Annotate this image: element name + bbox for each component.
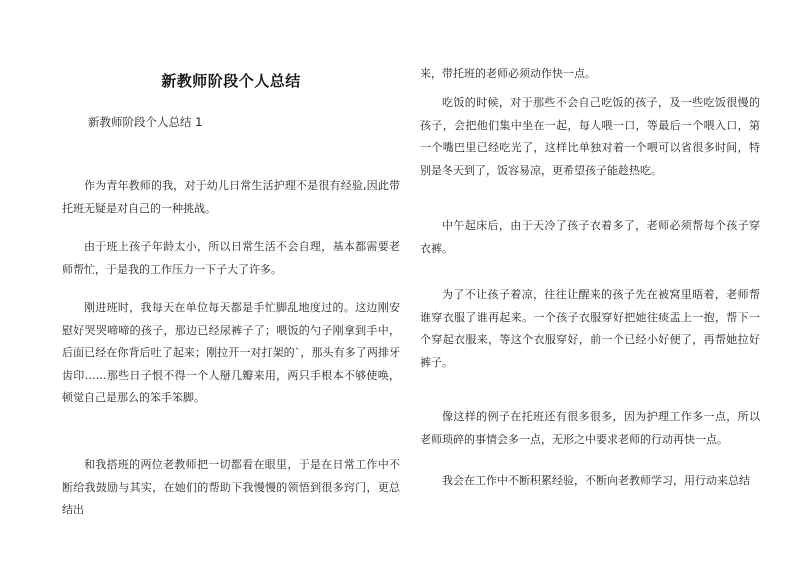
paragraph: 吃饭的时候，对于那些不会自己吃饭的孩子，及一些吃饭很慢的孩子，会把他们集中坐在一起，每人喂一口，等最后一个喂入口，第一个嘴巴里已经吃光了，这样比单独对着一个喂可以省很多时间，特别是冬天到了，饭容易凉，更希望孩子能趁热吃。 <box>420 96 760 177</box>
paragraph: 为了不让孩子着凉，往往让醒来的孩子先在被窝里晤着，老师帮谁穿衣服了谁再起来。一个孩子衣服穿好把她往痰盂上一抱，帮下一个穿起衣服来，等这个衣服穿好，前一个已经小好便了，再帮她拉好裤子。 <box>420 288 760 369</box>
document-subtitle: 新教师阶段个人总结 1 <box>88 115 203 129</box>
paragraph: 像这样的例子在托班还有很多很多，因为护理工作多一点，所以老师琐碎的事情会多一点，无形之中要求老师的行动再快一点。 <box>420 410 760 446</box>
paragraph: 由于班上孩子年龄太小，所以日常生活不会自理，基本都需要老师帮忙，于是我的工作压力一下子大了许多。 <box>62 240 400 276</box>
paragraph: 和我搭班的两位老教师把一切都看在眼里，于是在日常工作中不断给我鼓励与其实，在她们的帮助下我慢慢的领悟到很多窍门，更总结出 <box>62 458 400 516</box>
paragraph: 作为青年教师的我，对于幼儿日常生活护理不是很有经验,因此带托班无疑是对自己的一种挑战。 <box>62 179 400 215</box>
paragraph: 我会在工作中不断积累经验，不断向老教师学习，用行动来总结 <box>442 474 750 487</box>
document-title: 新教师阶段个人总结 <box>161 72 301 90</box>
paragraph: 刚进班时，我每天在单位每天都是手忙脚乱地度过的。这边刚安慰好哭哭啼啼的孩子，那边已经尿裤子了；喂饭的勺子刚拿到手中，后面已经在你背后吐了起来；刚拉开一对打架的`，那头有多了两排牙齿印……那些日子恨不得一个人掰几瓣来用，两只手根本不够使唤，顿觉自己是那么的笨手笨脚。 <box>62 301 400 404</box>
paragraph: 中午起床后，由于天冷了孩子衣着多了，老师必须帮每个孩子穿衣裤。 <box>420 219 760 255</box>
paragraph-continued: 来，带托班的老师必须动作快一点。 <box>420 67 596 80</box>
